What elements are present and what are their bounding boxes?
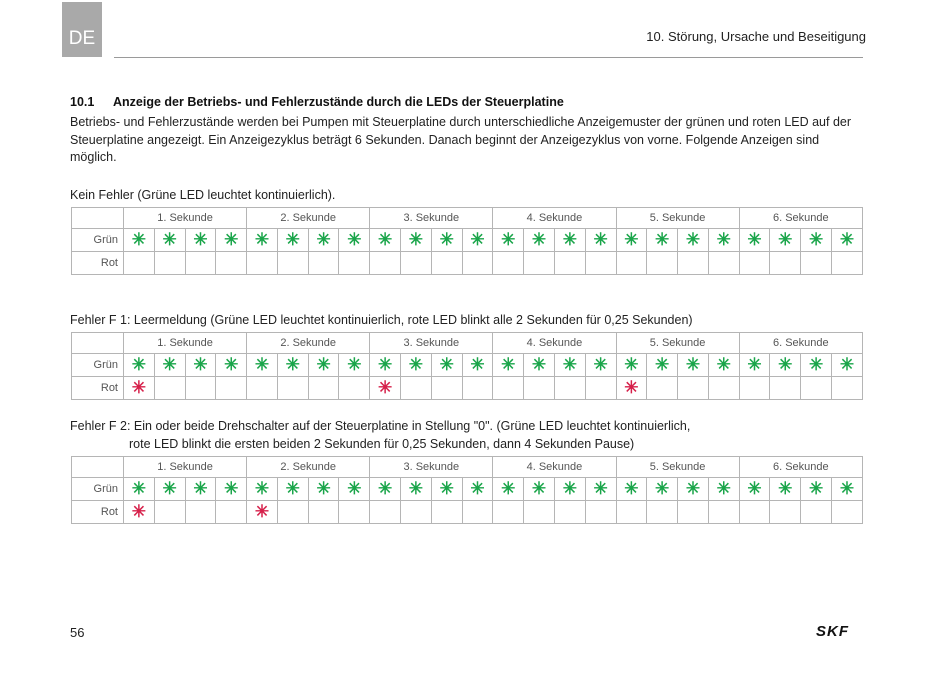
led-cell — [154, 252, 185, 275]
green-led-on-icon: ✳ — [285, 478, 300, 498]
green-led-on-icon: ✳ — [624, 354, 639, 374]
green-led-on-icon: ✳ — [531, 354, 547, 374]
led-cell — [493, 478, 524, 501]
second-header: 5. Sekunde — [616, 457, 739, 478]
second-header: 3. Sekunde — [370, 333, 493, 354]
second-header: 3. Sekunde — [370, 457, 493, 478]
led-cell — [585, 252, 616, 275]
led-cell — [339, 229, 370, 252]
green-led-on-icon: ✳ — [685, 478, 701, 498]
led-cell — [431, 478, 462, 501]
green-led-on-icon: ✳ — [808, 478, 824, 498]
green-led-on-icon: ✳ — [839, 354, 855, 374]
led-cell — [124, 229, 155, 252]
second-header: 4. Sekunde — [493, 457, 616, 478]
green-led-on-icon: ✳ — [470, 229, 485, 249]
led-cell — [401, 252, 432, 275]
green-led-on-icon: ✳ — [839, 229, 855, 249]
led-cell — [770, 252, 801, 275]
led-cell — [308, 354, 339, 377]
led-cell — [616, 229, 647, 252]
led-cell — [370, 252, 401, 275]
skf-logo: SKF — [816, 623, 849, 640]
led-cell — [524, 478, 555, 501]
led-cell — [247, 501, 278, 524]
led-cell — [831, 354, 862, 377]
led-cell — [554, 478, 585, 501]
red-led-on-icon: ✳ — [378, 377, 393, 397]
green-led-on-icon: ✳ — [316, 229, 331, 249]
led-cell — [277, 501, 308, 524]
green-led-on-icon: ✳ — [285, 354, 300, 374]
led-cell — [770, 377, 801, 400]
led-cell — [277, 354, 308, 377]
led-cell — [739, 354, 770, 377]
green-led-on-icon: ✳ — [624, 478, 639, 498]
led-cell — [370, 501, 401, 524]
led-cell — [801, 229, 832, 252]
block-caption-no-error — [70, 187, 335, 205]
led-cell — [247, 354, 278, 377]
green-led-on-icon: ✳ — [378, 478, 393, 498]
green-led-on-icon: ✳ — [531, 229, 547, 249]
led-cell — [493, 229, 524, 252]
green-led-on-icon: ✳ — [285, 229, 300, 249]
green-led-on-icon: ✳ — [716, 229, 731, 249]
led-cell — [708, 377, 739, 400]
section-number: 10.1 — [70, 95, 95, 109]
led-cell — [554, 229, 585, 252]
caption-line-2: rote LED blinkt die ersten beiden 2 Sekunden für 0,25 Sekunden, dann 4 Sekunden Pause) — [129, 436, 635, 451]
led-cell — [554, 501, 585, 524]
green-led-on-icon: ✳ — [716, 354, 731, 374]
led-cell — [739, 229, 770, 252]
led-cell — [185, 377, 216, 400]
led-cell — [831, 229, 862, 252]
led-cell — [524, 377, 555, 400]
green-led-on-icon: ✳ — [655, 478, 670, 498]
led-cell — [216, 229, 247, 252]
led-cell — [493, 501, 524, 524]
led-table-f1 — [71, 332, 863, 400]
led-cell — [462, 478, 493, 501]
green-led-on-icon: ✳ — [562, 478, 577, 498]
green-led-on-icon: ✳ — [655, 229, 670, 249]
led-cell — [124, 354, 155, 377]
green-led-on-icon: ✳ — [254, 478, 270, 498]
green-led-on-icon: ✳ — [624, 229, 639, 249]
row-label-green: Grün — [72, 354, 124, 377]
table-header-row — [72, 457, 863, 478]
second-header: 1. Sekunde — [124, 333, 247, 354]
led-cell — [585, 354, 616, 377]
led-cell — [524, 501, 555, 524]
green-led-on-icon: ✳ — [378, 229, 393, 249]
led-cell — [616, 478, 647, 501]
corner-cell — [72, 333, 124, 354]
second-header: 5. Sekunde — [616, 333, 739, 354]
second-header: 4. Sekunde — [493, 208, 616, 229]
led-cell — [431, 229, 462, 252]
led-table-no-error — [71, 207, 863, 275]
row-label-green: Grün — [72, 478, 124, 501]
led-cell — [770, 229, 801, 252]
second-header: 5. Sekunde — [616, 208, 739, 229]
led-cell — [370, 478, 401, 501]
led-cell — [277, 252, 308, 275]
led-cell — [647, 501, 678, 524]
led-cell — [739, 252, 770, 275]
led-cell — [708, 229, 739, 252]
green-led-on-icon: ✳ — [439, 478, 454, 498]
led-cell — [216, 501, 247, 524]
led-cell — [216, 354, 247, 377]
green-led-on-icon: ✳ — [193, 229, 208, 249]
second-header: 3. Sekunde — [370, 208, 493, 229]
led-cell — [124, 377, 155, 400]
green-led-on-icon: ✳ — [408, 354, 424, 374]
green-led-on-icon: ✳ — [224, 478, 239, 498]
green-led-on-icon: ✳ — [562, 229, 577, 249]
chapter-title: 10. Störung, Ursache und Beseitigung — [646, 29, 866, 44]
language-badge: DE — [62, 2, 102, 57]
led-row-red — [72, 501, 863, 524]
green-led-on-icon: ✳ — [347, 229, 362, 249]
green-led-on-icon: ✳ — [439, 354, 454, 374]
led-cell — [124, 252, 155, 275]
led-cell — [308, 377, 339, 400]
led-row-green — [72, 478, 863, 501]
green-led-on-icon: ✳ — [655, 354, 670, 374]
green-led-on-icon: ✳ — [470, 478, 485, 498]
second-header: 1. Sekunde — [124, 208, 247, 229]
green-led-on-icon: ✳ — [408, 478, 424, 498]
led-cell — [154, 229, 185, 252]
green-led-on-icon: ✳ — [778, 478, 793, 498]
led-cell — [739, 478, 770, 501]
second-header: 4. Sekunde — [493, 333, 616, 354]
green-led-on-icon: ✳ — [162, 229, 177, 249]
led-cell — [616, 252, 647, 275]
led-cell — [647, 377, 678, 400]
green-led-on-icon: ✳ — [531, 478, 547, 498]
row-label-green: Grün — [72, 229, 124, 252]
led-cell — [431, 354, 462, 377]
led-cell — [831, 377, 862, 400]
green-led-on-icon: ✳ — [162, 478, 177, 498]
led-row-green — [72, 354, 863, 377]
led-row-red — [72, 377, 863, 400]
green-led-on-icon: ✳ — [747, 478, 762, 498]
led-cell — [678, 229, 709, 252]
second-header: 2. Sekunde — [247, 333, 370, 354]
led-cell — [339, 354, 370, 377]
led-cell — [524, 354, 555, 377]
led-cell — [370, 377, 401, 400]
led-cell — [462, 229, 493, 252]
green-led-on-icon: ✳ — [716, 478, 731, 498]
led-cell — [647, 252, 678, 275]
led-cell — [647, 478, 678, 501]
page-number: 56 — [70, 625, 85, 640]
green-led-on-icon: ✳ — [193, 478, 208, 498]
green-led-on-icon: ✳ — [347, 478, 362, 498]
section-heading — [70, 95, 564, 109]
led-cell — [401, 377, 432, 400]
green-led-on-icon: ✳ — [808, 229, 824, 249]
led-cell — [339, 478, 370, 501]
block-caption-f1 — [70, 312, 693, 330]
led-cell — [616, 377, 647, 400]
led-row-green — [72, 229, 863, 252]
led-cell — [554, 252, 585, 275]
green-led-on-icon: ✳ — [593, 478, 608, 498]
led-cell — [801, 377, 832, 400]
led-cell — [339, 252, 370, 275]
green-led-on-icon: ✳ — [316, 478, 331, 498]
second-header: 6. Sekunde — [739, 457, 862, 478]
led-cell — [770, 478, 801, 501]
green-led-on-icon: ✳ — [778, 229, 793, 249]
green-led-on-icon: ✳ — [224, 354, 239, 374]
section-title: Anzeige der Betriebs- und Fehlerzustände durch die LEDs der Steuerplatine — [113, 95, 564, 109]
led-cell — [308, 229, 339, 252]
led-cell — [616, 501, 647, 524]
led-cell — [462, 354, 493, 377]
led-cell — [124, 501, 155, 524]
led-cell — [339, 377, 370, 400]
row-label-red: Rot — [72, 252, 124, 275]
led-cell — [247, 229, 278, 252]
corner-cell — [72, 208, 124, 229]
green-led-on-icon: ✳ — [224, 229, 239, 249]
led-cell — [739, 501, 770, 524]
green-led-on-icon: ✳ — [408, 229, 424, 249]
led-cell — [401, 478, 432, 501]
led-cell — [277, 377, 308, 400]
green-led-on-icon: ✳ — [778, 354, 793, 374]
led-cell — [708, 501, 739, 524]
second-header: 2. Sekunde — [247, 457, 370, 478]
led-cell — [308, 252, 339, 275]
led-cell — [370, 229, 401, 252]
led-cell — [154, 354, 185, 377]
led-cell — [185, 252, 216, 275]
green-led-on-icon: ✳ — [254, 229, 270, 249]
led-cell — [277, 229, 308, 252]
caption-line: Fehler F 1: Leermeldung (Grüne LED leuchtet kontinuierlich, rote LED blinkt alle 2 Sekunden für 0,25 Sekunden) — [70, 313, 693, 327]
led-cell — [616, 354, 647, 377]
led-cell — [277, 478, 308, 501]
led-cell — [585, 377, 616, 400]
led-cell — [585, 478, 616, 501]
led-cell — [431, 252, 462, 275]
green-led-on-icon: ✳ — [316, 354, 331, 374]
led-cell — [770, 354, 801, 377]
led-cell — [462, 252, 493, 275]
green-led-on-icon: ✳ — [685, 354, 701, 374]
row-label-red: Rot — [72, 501, 124, 524]
led-row-red — [72, 252, 863, 275]
red-led-on-icon: ✳ — [624, 377, 639, 397]
led-cell — [462, 501, 493, 524]
led-cell — [801, 252, 832, 275]
led-cell — [493, 252, 524, 275]
led-cell — [401, 229, 432, 252]
led-cell — [647, 229, 678, 252]
led-cell — [370, 354, 401, 377]
led-cell — [678, 478, 709, 501]
caption-line: Fehler F 2: Ein oder beide Drehschalter auf der Steuerplatine in Stellung "0". (Grüne LED leuchtet kontinuierlich, — [70, 419, 691, 433]
second-header: 6. Sekunde — [739, 333, 862, 354]
led-cell — [801, 354, 832, 377]
green-led-on-icon: ✳ — [747, 354, 762, 374]
led-table-f2 — [71, 456, 863, 524]
led-cell — [308, 478, 339, 501]
led-cell — [185, 478, 216, 501]
led-cell — [154, 478, 185, 501]
led-cell — [554, 377, 585, 400]
led-cell — [831, 252, 862, 275]
red-led-on-icon: ✳ — [131, 501, 147, 521]
green-led-on-icon: ✳ — [501, 478, 516, 498]
led-cell — [831, 478, 862, 501]
green-led-on-icon: ✳ — [470, 354, 485, 374]
green-led-on-icon: ✳ — [131, 354, 147, 374]
second-header: 1. Sekunde — [124, 457, 247, 478]
green-led-on-icon: ✳ — [162, 354, 177, 374]
green-led-on-icon: ✳ — [131, 229, 147, 249]
red-led-on-icon: ✳ — [254, 501, 270, 521]
led-cell — [678, 377, 709, 400]
led-cell — [185, 354, 216, 377]
led-cell — [339, 501, 370, 524]
led-cell — [216, 252, 247, 275]
led-cell — [216, 478, 247, 501]
led-cell — [647, 354, 678, 377]
green-led-on-icon: ✳ — [562, 354, 577, 374]
led-cell — [493, 354, 524, 377]
led-cell — [154, 501, 185, 524]
green-led-on-icon: ✳ — [593, 354, 608, 374]
led-cell — [678, 501, 709, 524]
led-cell — [554, 354, 585, 377]
red-led-on-icon: ✳ — [131, 377, 147, 397]
green-led-on-icon: ✳ — [501, 229, 516, 249]
led-cell — [247, 377, 278, 400]
green-led-on-icon: ✳ — [839, 478, 855, 498]
second-header: 6. Sekunde — [739, 208, 862, 229]
green-led-on-icon: ✳ — [501, 354, 516, 374]
table-header-row — [72, 208, 863, 229]
led-cell — [801, 501, 832, 524]
led-cell — [462, 377, 493, 400]
led-cell — [524, 229, 555, 252]
led-cell — [154, 377, 185, 400]
led-cell — [585, 229, 616, 252]
green-led-on-icon: ✳ — [808, 354, 824, 374]
led-cell — [585, 501, 616, 524]
led-cell — [185, 501, 216, 524]
green-led-on-icon: ✳ — [593, 229, 608, 249]
corner-cell — [72, 457, 124, 478]
led-cell — [124, 478, 155, 501]
led-cell — [247, 252, 278, 275]
intro-paragraph: Betriebs- und Fehlerzustände werden bei Pumpen mit Steuerplatine durch unterschiedliche Anzeigemuster der grünen und roten LED auf der Steuerplatine angezeigt. Ein Anzeigezyklus beträgt 6 Sekunden. Danach beginnt der Anzeigezyklus von vorne. Folgende Anzeigen sind möglich. — [70, 115, 852, 164]
green-led-on-icon: ✳ — [439, 229, 454, 249]
led-cell — [216, 377, 247, 400]
led-cell — [708, 252, 739, 275]
led-cell — [708, 354, 739, 377]
green-led-on-icon: ✳ — [193, 354, 208, 374]
led-cell — [524, 252, 555, 275]
led-cell — [185, 229, 216, 252]
led-cell — [401, 501, 432, 524]
green-led-on-icon: ✳ — [254, 354, 270, 374]
green-led-on-icon: ✳ — [685, 229, 701, 249]
header-rule — [114, 57, 863, 58]
led-cell — [708, 478, 739, 501]
block-caption-f2 — [70, 418, 690, 453]
led-cell — [308, 501, 339, 524]
led-cell — [739, 377, 770, 400]
led-cell — [401, 354, 432, 377]
led-cell — [678, 354, 709, 377]
green-led-on-icon: ✳ — [747, 229, 762, 249]
led-cell — [431, 377, 462, 400]
row-label-red: Rot — [72, 377, 124, 400]
led-cell — [247, 478, 278, 501]
led-cell — [431, 501, 462, 524]
caption-line: Kein Fehler (Grüne LED leuchtet kontinuierlich). — [70, 188, 336, 202]
green-led-on-icon: ✳ — [378, 354, 393, 374]
second-header: 2. Sekunde — [247, 208, 370, 229]
green-led-on-icon: ✳ — [131, 478, 147, 498]
led-cell — [831, 501, 862, 524]
led-cell — [770, 501, 801, 524]
table-header-row — [72, 333, 863, 354]
green-led-on-icon: ✳ — [347, 354, 362, 374]
led-cell — [678, 252, 709, 275]
led-cell — [493, 377, 524, 400]
led-cell — [801, 478, 832, 501]
